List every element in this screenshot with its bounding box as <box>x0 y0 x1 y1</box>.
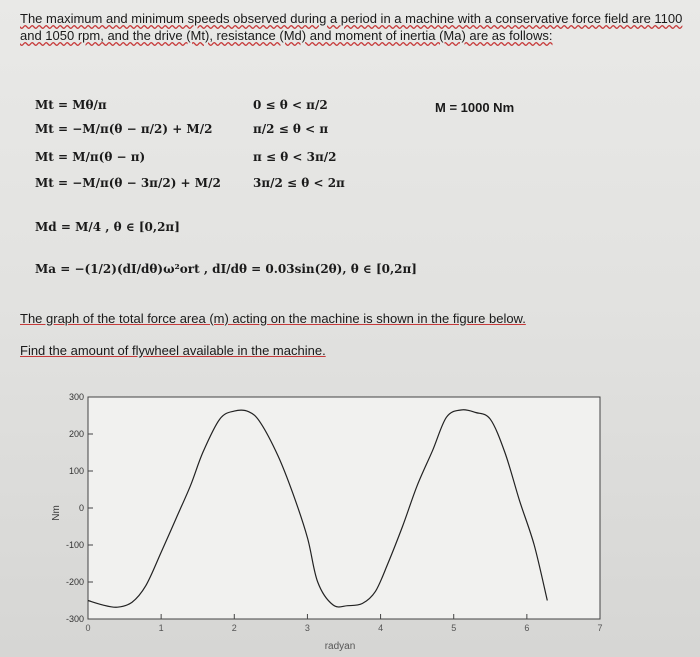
x-axis-label: radyan <box>324 641 356 652</box>
x-tick-label: 2 <box>231 623 237 633</box>
x-tick-label: 5 <box>451 623 457 633</box>
plot-area <box>88 397 600 619</box>
moment-value: M = 1000 Nm <box>435 100 515 115</box>
force-chart <box>0 385 700 657</box>
y-tick-label: -100 <box>65 540 84 550</box>
x-tick-label: 1 <box>158 623 164 633</box>
x-tick-label: 6 <box>524 623 530 633</box>
equation-mt-1: Mt = Mθ/π <box>35 98 107 112</box>
condition-4: 3π/2 ≤ θ < 2π <box>253 176 345 190</box>
x-tick-label: 0 <box>85 623 91 633</box>
equation-mt-2: Mt = −M/π(θ − π/2) + M/2 <box>35 122 213 136</box>
equation-mt-4: Mt = −M/π(θ − 3π/2) + M/2 <box>35 176 221 190</box>
question-graph: The graph of the total force area (m) acting on the machine is shown in the figure below. <box>20 311 526 326</box>
y-tick-label: 300 <box>68 392 84 402</box>
y-tick-label: 200 <box>68 429 84 439</box>
equation-mt-3: Mt = M/π(θ − π) <box>35 150 146 164</box>
question-flywheel: Find the amount of flywheel available in the machine. <box>20 343 326 358</box>
condition-1: 0 ≤ θ < π/2 <box>253 98 328 112</box>
y-tick-label: 0 <box>78 503 84 513</box>
problem-intro: The maximum and minimum speeds observed during a period in a machine with a conservative force field are 1100 and 1050 rpm, and the drive (Mt), resistance (Md) and moment of inertia (Ma) are as follows: <box>20 11 683 43</box>
equation-md: Md = M/4 , θ ∈ [0,2π] <box>35 220 180 234</box>
x-tick-label: 4 <box>378 623 384 633</box>
x-tick-label: 3 <box>304 623 310 633</box>
condition-3: π ≤ θ < 3π/2 <box>253 150 337 164</box>
y-axis-label: Nm <box>51 505 62 521</box>
equation-ma: Ma = −(1/2)(dI/dθ)ω²ort , dI/dθ = 0.03sin(2θ), θ ∈ [0,2π] <box>35 262 417 276</box>
x-tick-label: 7 <box>597 623 603 633</box>
y-tick-label: -300 <box>65 614 84 624</box>
y-tick-label: -200 <box>65 577 84 587</box>
y-tick-label: 100 <box>68 466 84 476</box>
condition-2: π/2 ≤ θ < π <box>253 122 329 136</box>
